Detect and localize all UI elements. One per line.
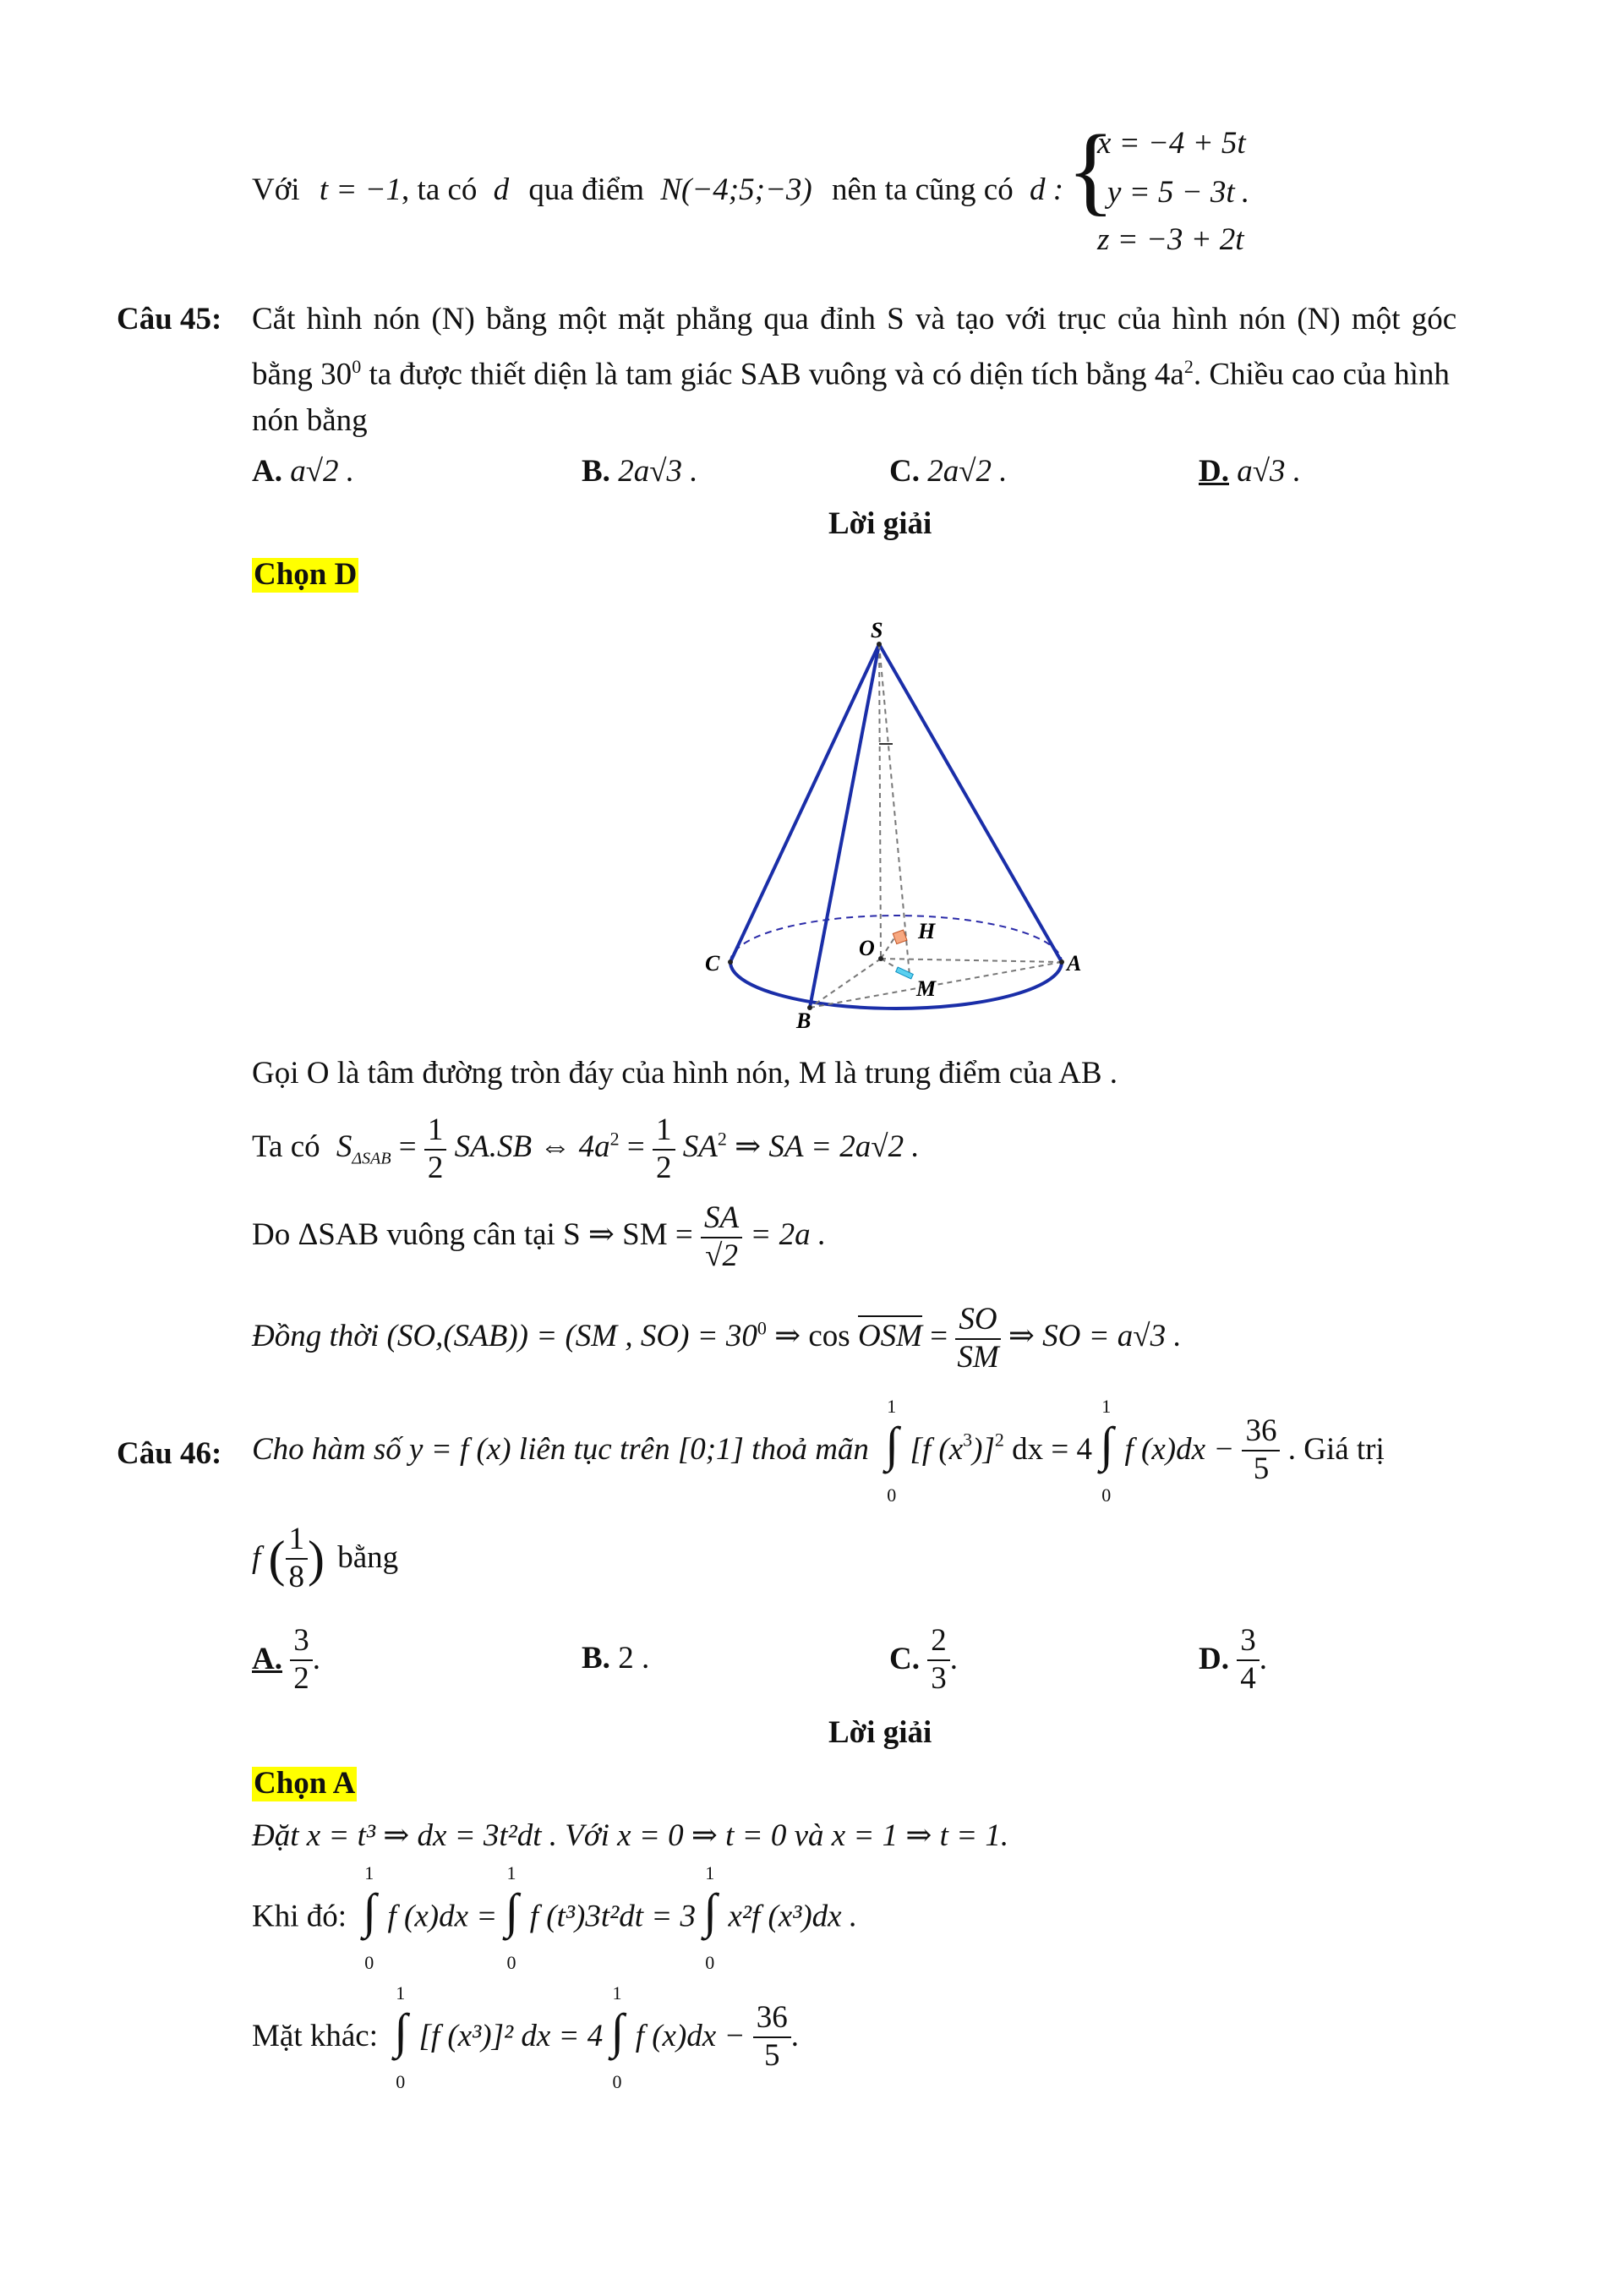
q46-solution-line3: Mặt khác: ∫ 1 0 [f (x³)]² dx = 4 ∫ 1 0 f (x)dx − $\frac{36}{5}$ . <box>252 1982 799 2093</box>
q45-label: Câu 45: <box>117 302 222 336</box>
label-b: B <box>796 1009 812 1033</box>
label-c: C <box>705 951 720 976</box>
line-system-eq3: z = −3 + 2t <box>1097 222 1244 257</box>
right-angle-m-mark <box>896 967 914 979</box>
q45-solution-line2: Ta có $S_{\Delta SAB}$ = $\frac{1}{2}$ SA.SB ⇔ $4a^2$ = $\frac{1}{2}$ $SA^2$ ⇒ SA = 2a√2 . <box>252 1112 920 1185</box>
q46-solution-title: Lời giải <box>828 1715 932 1750</box>
q45-solution-line3: Do ΔSAB vuông cân tại S ⇒ SM = $\frac{SA}{√2}$ = 2a . <box>252 1200 827 1273</box>
point-a <box>1059 959 1064 965</box>
q46-question-line1: Cho hàm số y = f (x) liên tục trên [0;1] thoả mãn ∫ 1 0 [f $(x^3)]^2$ dx = 4 ∫ 1 0 f (x)dx − $\frac{36}{5}$ . Giá trị <box>252 1395 1385 1506</box>
q45-option-a[interactable]: A. a√2 . <box>252 454 355 489</box>
q45-solution-title: Lời giải <box>828 506 932 541</box>
line-system-brace: { <box>1067 114 1115 225</box>
q46-option-b[interactable]: B. 2 . <box>582 1641 650 1676</box>
label-a: A <box>1067 951 1082 976</box>
label-o: O <box>859 936 875 960</box>
q45-option-c[interactable]: C. 2a√2 . <box>889 454 1008 489</box>
q45-solution-line1: Gọi O là tâm đường tròn đáy của hình nón, M là trung điểm của AB . <box>252 1056 1118 1091</box>
base-front-arc <box>730 962 1062 1009</box>
q45-solution-line4: Đồng thời (SO,(SAB)) = (SM , $SO) = 30^0$ ⇒ cos OSM = $\frac{SO}{SM}$ ⇒ SO = a√3 . <box>252 1302 1182 1375</box>
q46-option-d[interactable]: D. $\frac{3}{4}$ . <box>1199 1623 1267 1696</box>
top-line: Với t = −1, ta có d qua điểm N(−4;5;−3) nên ta cũng có d : <box>252 172 1064 207</box>
q45-line3: nón bằng <box>252 403 368 438</box>
segment-sm <box>879 644 910 976</box>
radius-ob <box>810 959 881 1008</box>
q46-label: Câu 46: <box>117 1436 222 1471</box>
q46-option-c[interactable]: C. $\frac{2}{3}$ . <box>889 1623 958 1696</box>
q46-chosen-answer: Chọn A <box>254 1766 356 1801</box>
line-system-eq2: y = 5 − 3t <box>1107 175 1235 210</box>
q46-solution-line2: Khi đó: ∫ 1 0 f (x)dx = ∫ 1 0 f (t³)3t²dt = 3 ∫ 1 0 x²f (x³)dx . <box>252 1862 858 1973</box>
q45-line2: bằng $30^0$ ta được thiết diện là tam giác SAB vuông và có diện tích bằng $4a^2$. Chiều cao của hình <box>252 356 1450 392</box>
q46-option-a[interactable]: A. $\frac{3}{2}$ . <box>252 1623 320 1696</box>
edge-sa <box>879 644 1062 962</box>
point-c <box>728 959 733 965</box>
q45-option-b[interactable]: B. 2a√3 . <box>582 454 698 489</box>
line-system-period: . <box>1241 175 1249 210</box>
q46-question-line2: f ( $\frac{1}{8}$ ) bằng <box>252 1522 399 1594</box>
q45-line1: Cắt hình nón (N) bằng một mặt phẳng qua đỉnh S và tạo với trục của hình nón (N) một góc <box>252 302 1457 336</box>
label-s: S <box>871 618 883 642</box>
line-system-eq1: x = −4 + 5t <box>1097 126 1246 161</box>
axis-so <box>879 644 881 959</box>
point-o <box>878 956 883 961</box>
label-m: M <box>916 976 937 1001</box>
q45-option-d[interactable]: D. a√3 . <box>1199 454 1302 489</box>
edge-sc <box>730 644 879 962</box>
label-h: H <box>918 919 936 943</box>
q45-chosen-answer: Chọn D <box>254 557 358 592</box>
q46-solution-line1: Đặt x = t³ ⇒ dx = 3t²dt . Với x = 0 ⇒ t = 0 và x = 1 ⇒ t = 1. <box>252 1818 1009 1853</box>
cone-figure <box>693 617 1082 1033</box>
